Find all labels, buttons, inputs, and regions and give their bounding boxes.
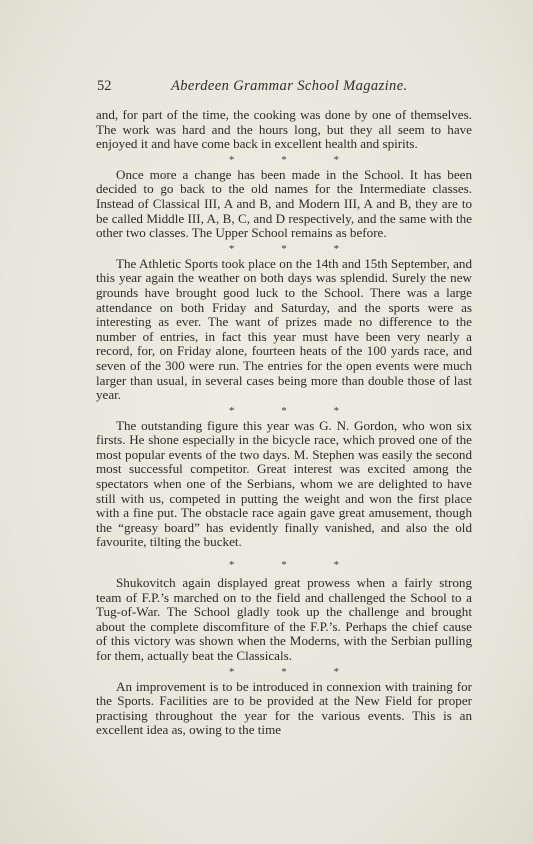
paragraph-class-names: Once more a change has been made in the School. It has been decided to go back to the old names for the Intermediate classes. Instead of Classical III, A and B, and Modern III, A and B, they are to be called Middle III, A, B, C, and D respectively, and the same with the other two classes. The Upper School remains as before. bbox=[96, 166, 472, 241]
section-separator: * * * bbox=[229, 665, 361, 678]
paragraph-continued: and, for part of the time, the cooking was done by one of themselves. The work was hard and the hours long, but they all seem to have enjoyed it and have come back in excellent health and spirits. bbox=[96, 107, 472, 152]
paragraph-tug-of-war: Shukovitch again displayed great prowess when a fairly strong team of F.P.’s marched on to the field and challenged the School to a Tug-of-War. The School gladly took up the challenge and brought about the complete discomfiture of the F.P.’s. Perhaps the chief cause of this victory was shown when the Moderns, with the Serbian pulling for them, actually beat the Classicals. bbox=[96, 575, 472, 663]
running-title: Aberdeen Grammar School Magazine. bbox=[171, 78, 408, 94]
section-separator: * * * bbox=[229, 153, 361, 166]
page-header bbox=[97, 78, 477, 95]
paragraph-training: An improvement is to be introduced in connexion with training for the Sports. Facilities are to be provided at the New Field for proper practising throughout the year for the various events. This is an excellent idea as, owing to the time bbox=[96, 678, 472, 738]
paragraph-athletic-sports: The Athletic Sports took place on the 14th and 15th September, and this year again the weather on both days was splendid. Surely the new grounds have brought good luck to the School. There was a large attendance on both Friday and Saturday, and the sports were as interesting as ever. The want of prizes made no difference to the number of entries, in fact this year must have been very nearly a record, for, on Friday alone, fourteen heats of the 100 yards race, and seven of the 300 were run. The entries for the open events were much larger than usual, in several cases being more than double those of last year. bbox=[96, 255, 472, 403]
section-separator: * * * bbox=[229, 242, 361, 255]
section-separator: * * * bbox=[229, 404, 361, 417]
section-separator: * * * bbox=[229, 559, 361, 572]
page-number: 52 bbox=[97, 78, 112, 94]
article-body bbox=[96, 108, 472, 738]
paragraph-outstanding-figure: The outstanding figure this year was G. N. Gordon, who won six firsts. He shone especially in the bicycle race, which proved one of the most popular events of the two days. M. Stephen was easily the second most successful competitor. Great interest was excited among the spectators when one of the Serbians, whom we are delighted to have still with us, competed in putting the weight and won the first place with a fine put. The obstacle race again gave great amusement, though the “greasy board” has evidently finally vanished, and also the old favourite, tilting the bucket. bbox=[96, 417, 472, 550]
